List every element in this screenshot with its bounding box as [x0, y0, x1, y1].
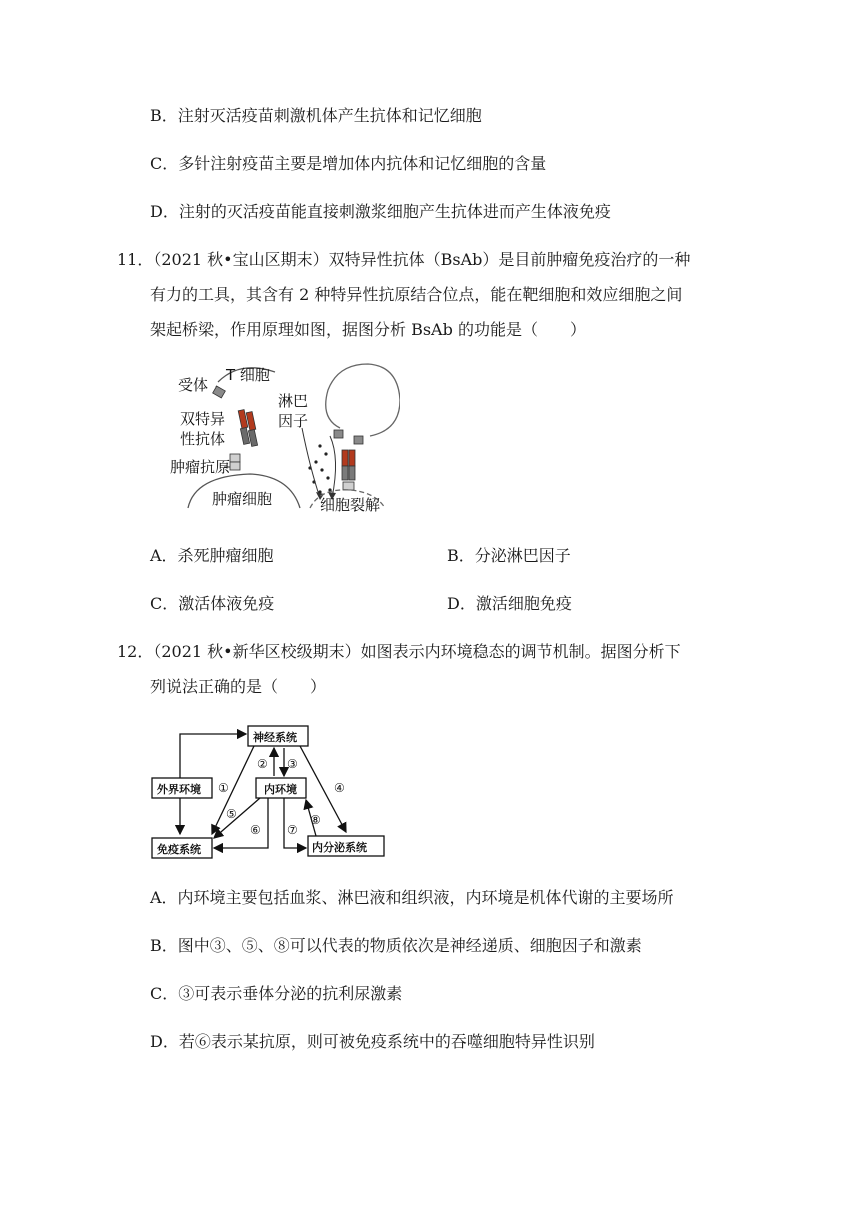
cell-lysis-label: 细胞裂解 — [320, 496, 381, 514]
lymphokine-label-1: 淋巴 — [278, 392, 309, 410]
q12-stem-line1: 12．（2021 秋•新华区校级期末）如图表示内环境稳态的调节机制。据图分析下 — [117, 642, 681, 661]
arrow-3-label: ③ — [287, 757, 298, 771]
q11-stem-line2: 有力的工具，其含有 2 种特异性抗原结合位点，能在靶细胞和效应细胞之间 — [150, 285, 683, 304]
bispecific-antibody-bound-icon — [342, 450, 355, 490]
q11-bsab-figure — [170, 358, 400, 516]
bispecific-antibody-icon — [238, 410, 257, 447]
q10-option-c: C．多针注射疫苗主要是增加体内抗体和记忆细胞的含量 — [150, 154, 547, 173]
tumor-cell-label: 肿瘤细胞 — [212, 490, 273, 508]
arrow-4-label: ④ — [334, 781, 345, 795]
q12-option-c: C．③可表示垂体分泌的抗利尿激素 — [150, 984, 403, 1003]
endocrine-system-label: 内分泌系统 — [312, 841, 367, 854]
t-cell-label: T 细胞 — [226, 366, 270, 384]
q10-option-d: D．注射的灭活疫苗能直接刺激浆细胞产生抗体进而产生体液免疫 — [150, 202, 611, 221]
immune-system-label: 免疫系统 — [157, 843, 201, 856]
internal-env-label: 内环境 — [264, 783, 297, 796]
arrow-5-label: ⑤ — [226, 807, 237, 821]
q12-option-a: A．内环境主要包括血浆、淋巴液和组织液，内环境是机体代谢的主要场所 — [150, 888, 674, 907]
arrow-6-label: ⑥ — [250, 823, 261, 837]
external-env-label: 外界环境 — [157, 783, 201, 796]
q11-option-d: D．激活细胞免疫 — [447, 594, 572, 613]
q11-option-b: B．分泌淋巴因子 — [447, 546, 571, 565]
q10-option-b: B．注射灭活疫苗刺激机体产生抗体和记忆细胞 — [150, 106, 482, 125]
bispecific-label-1: 双特异 — [180, 410, 226, 428]
q11-option-a: A．杀死肿瘤细胞 — [150, 546, 274, 565]
q11-option-c: C．激活体液免疫 — [150, 594, 275, 613]
receptor-icon — [213, 386, 226, 398]
arrow-8-label: ⑧ — [310, 813, 321, 827]
q12-option-d: D．若⑥表示某抗原，则可被免疫系统中的吞噬细胞特异性识别 — [150, 1032, 595, 1051]
q12-stem-line2: 列说法正确的是（ ） — [150, 677, 327, 696]
q12-option-b: B．图中③、⑤、⑧可以代表的物质依次是神经递质、细胞因子和激素 — [150, 936, 642, 955]
arrow-7-label: ⑦ — [287, 823, 298, 837]
arrow-1-label: ① — [218, 781, 229, 795]
q12-homeostasis-figure — [150, 720, 390, 862]
arrow-2-label: ② — [257, 757, 268, 771]
receptor-label: 受体 — [178, 376, 209, 394]
lymphokine-label-2: 因子 — [278, 412, 309, 430]
tumor-antigen-label: 肿瘤抗原 — [170, 458, 231, 476]
q11-stem-line1: 11．（2021 秋•宝山区期末）双特异性抗体（BsAb）是目前肿瘤免疫治疗的一种 — [117, 250, 691, 269]
nervous-system-label: 神经系统 — [253, 731, 297, 744]
bispecific-label-2: 性抗体 — [180, 430, 226, 448]
q11-stem-line3: 架起桥梁，作用原理如图，据图分析 BsAb 的功能是（ ） — [150, 320, 586, 339]
right-t-cell — [326, 364, 400, 436]
